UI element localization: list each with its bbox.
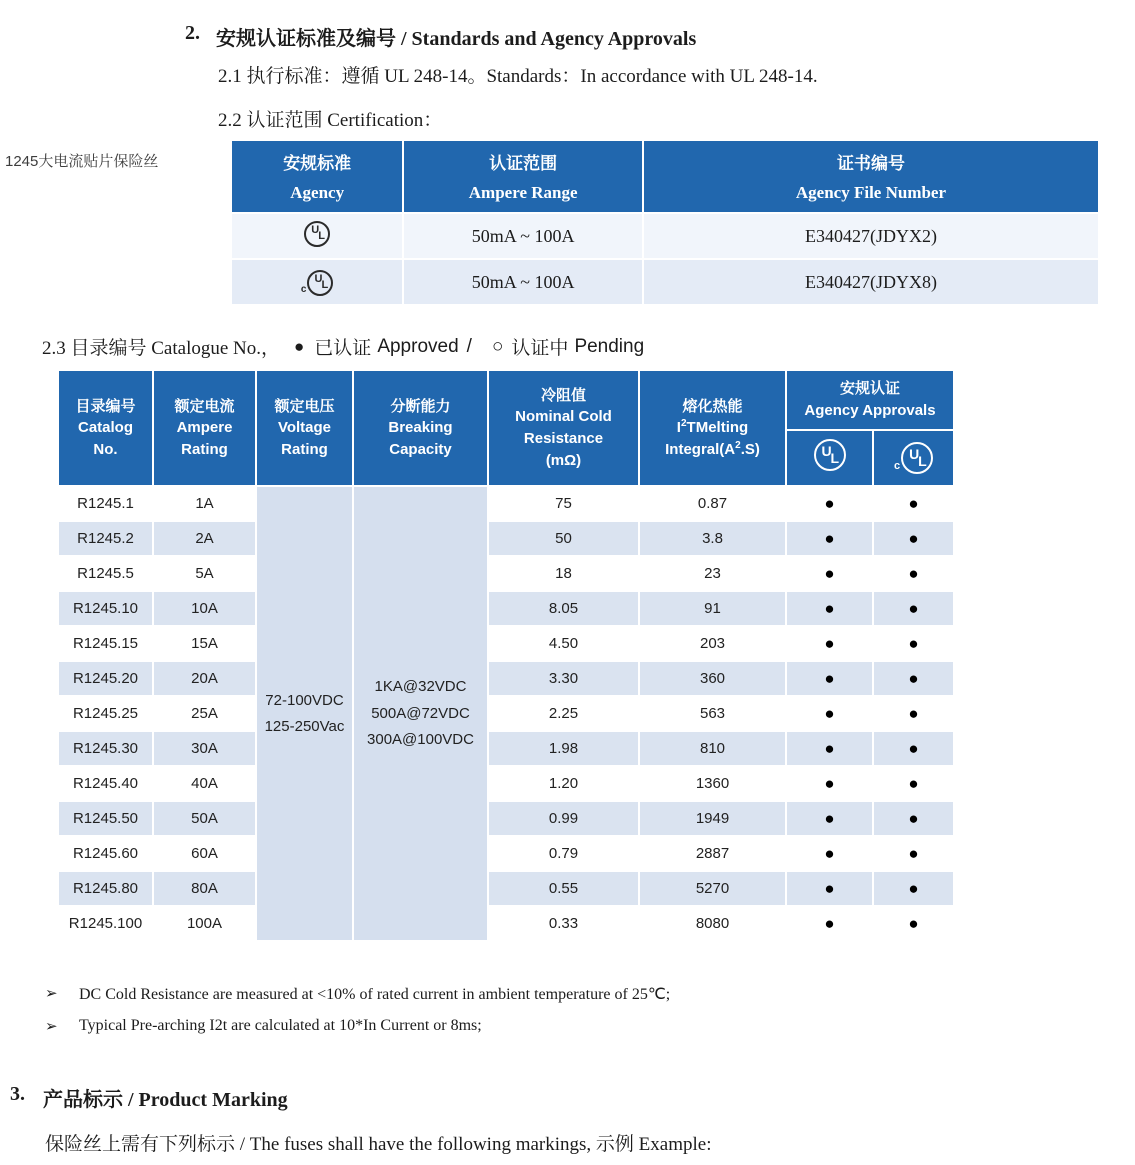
ampere-rating-cell: 10A	[154, 592, 255, 625]
section-3-heading	[10, 1083, 288, 1112]
catalog-no-cell: R1245.15	[59, 627, 152, 660]
header-i2t-melting: 熔化热能 $I^2TMelting$ $Integral(A^2.S)$	[640, 371, 785, 485]
header-catalog-no: 目录编号 Catalog No.	[59, 371, 152, 485]
cold-resistance-cell: 8.05	[489, 592, 638, 625]
section-2-number: 2.	[185, 22, 200, 44]
file-number-cell: E340427(JDYX2)	[644, 214, 1098, 258]
cert-header-file-number: 证书编号 Agency File Number	[644, 141, 1098, 212]
table-row	[59, 487, 953, 520]
cul-approval-dot: ●	[874, 767, 953, 800]
note-text: Typical Pre-arching I2t are calculated at 10*In Current or 8ms;	[79, 1017, 482, 1034]
catalog-no-cell: R1245.50	[59, 802, 152, 835]
cold-resistance-cell: 18	[489, 557, 638, 590]
cul-approval-dot: ●	[874, 907, 953, 940]
cold-resistance-cell: 1.98	[489, 732, 638, 765]
i2t-cell: 1360	[640, 767, 785, 800]
ul-approval-dot: ●	[787, 627, 872, 660]
table-row	[59, 557, 953, 590]
ampere-rating-cell: 60A	[154, 837, 255, 870]
cul-approval-dot: ●	[874, 662, 953, 695]
voltage-rating-cell	[257, 487, 352, 940]
ul-approval-dot: ●	[787, 522, 872, 555]
approved-en-label: Approved	[377, 335, 459, 357]
cert-header-agency: 安规标准 Agency	[232, 141, 402, 212]
breaking-capacity-line: 1KA@32VDC	[374, 678, 467, 696]
ampere-rating-cell: 5A	[154, 557, 255, 590]
catalog-no-cell: R1245.5	[59, 557, 152, 590]
approved-dot-icon: ●	[294, 336, 305, 356]
catalog-no-cell: R1245.10	[59, 592, 152, 625]
i2t-cell: 8080	[640, 907, 785, 940]
cold-resistance-cell: 0.79	[489, 837, 638, 870]
header-cul-column	[874, 431, 953, 486]
i2t-cell: 91	[640, 592, 785, 625]
cold-resistance-cell: 2.25	[489, 697, 638, 730]
agency-cell	[232, 214, 402, 258]
catalog-no-cell: R1245.100	[59, 907, 152, 940]
header-cold-resistance: 冷阻值 Nominal Cold Resistance (mΩ)	[489, 371, 638, 485]
table-row	[59, 732, 953, 765]
pending-en-label: Pending	[574, 335, 645, 357]
section-2-title: 安规认证标准及编号 / Standards and Agency Approvals	[216, 28, 697, 50]
ampere-rating-cell: 15A	[154, 627, 255, 660]
i2t-cell: 203	[640, 627, 785, 660]
cul-approval-dot: ●	[874, 557, 953, 590]
ampere-rating-cell: 100A	[154, 907, 255, 940]
table-row	[59, 662, 953, 695]
section-3-text: 保险丝上需有下列标示 / The fuses shall have the following markings, 示例 Example:	[45, 1134, 712, 1155]
cold-resistance-cell: 75	[489, 487, 638, 520]
cul-approval-dot: ●	[874, 732, 953, 765]
table-row	[59, 697, 953, 730]
cul-approval-dot: ●	[874, 487, 953, 520]
catalog-no-cell: R1245.2	[59, 522, 152, 555]
ampere-rating-cell: 2A	[154, 522, 255, 555]
ampere-rating-cell: 20A	[154, 662, 255, 695]
cold-resistance-cell: 3.30	[489, 662, 638, 695]
cold-resistance-cell: 50	[489, 522, 638, 555]
ul-approval-dot: ●	[787, 487, 872, 520]
cul-approval-dot: ●	[874, 627, 953, 660]
header-agency-approvals: 安规认证 Agency Approvals	[787, 371, 953, 429]
header-ul-column	[787, 431, 872, 486]
table-row	[59, 522, 953, 555]
breaking-capacity-line: 500A@72VDC	[371, 704, 470, 722]
ul-approval-dot: ●	[787, 697, 872, 730]
table-row	[59, 907, 953, 940]
voltage-rating-line: 72-100VDC	[265, 691, 344, 709]
i2t-cell: 5270	[640, 872, 785, 905]
i2t-cell: 810	[640, 732, 785, 765]
ampere-rating-cell: 25A	[154, 697, 255, 730]
i2t-cell: 1949	[640, 802, 785, 835]
breaking-capacity-cell	[354, 487, 487, 940]
ul-approval-dot: ●	[787, 662, 872, 695]
cert-table-row	[232, 214, 1098, 258]
cul-logo-icon: c U L	[894, 442, 933, 474]
ul-approval-dot: ●	[787, 732, 872, 765]
ampere-rating-cell: 1A	[154, 487, 255, 520]
cold-resistance-cell: 0.55	[489, 872, 638, 905]
certification-table	[230, 139, 1100, 306]
ul-approval-dot: ●	[787, 872, 872, 905]
cul-approval-dot: ●	[874, 872, 953, 905]
table-row	[59, 767, 953, 800]
margin-note: 1245大电流贴片保险丝	[5, 153, 159, 170]
arrow-bullet-icon: ➢	[45, 986, 58, 1002]
header-voltage-rating: 额定电压 Voltage Rating	[257, 371, 352, 485]
pending-circle-icon: ○	[491, 335, 504, 357]
ampere-range-cell: 50mA ~ 100A	[404, 214, 642, 258]
header-ampere-rating: 额定电流 Ampere Rating	[154, 371, 255, 485]
pending-cn-label: 认证中	[511, 338, 569, 359]
ampere-rating-cell: 50A	[154, 802, 255, 835]
ul-approval-dot: ●	[787, 592, 872, 625]
table-row	[59, 627, 953, 660]
cold-resistance-cell: 0.99	[489, 802, 638, 835]
i2t-cell: 23	[640, 557, 785, 590]
cul-approval-dot: ●	[874, 697, 953, 730]
section-2-1-text: 2.1 执行标准：遵循 UL 248-14。Standards：In accordance with UL 248-14.	[218, 66, 818, 87]
catalog-header-row-1	[59, 371, 953, 429]
header-breaking-capacity: 分断能力 Breaking Capacity	[354, 371, 487, 485]
catalog-table-body	[59, 487, 953, 940]
cold-resistance-cell: 0.33	[489, 907, 638, 940]
cert-header-ampere-range: 认证范围 Ampere Range	[404, 141, 642, 212]
note-cold-resistance	[45, 984, 670, 1004]
note-text: DC Cold Resistance are measured at <10% of rated current in ambient temperature of 25℃;	[79, 986, 671, 1003]
section-3-number: 3.	[10, 1083, 25, 1105]
catalogue-no-label: 2.3 目录编号 Catalogue No.，	[42, 338, 281, 359]
cert-table-row	[232, 260, 1098, 304]
catalog-no-cell: R1245.20	[59, 662, 152, 695]
breaking-capacity-line: 300A@100VDC	[367, 730, 474, 748]
section-2-2-text: 2.2 认证范围 Certification：	[218, 110, 443, 131]
i2t-cell: 563	[640, 697, 785, 730]
cul-approval-dot: ●	[874, 522, 953, 555]
agency-cell	[232, 260, 402, 304]
ampere-range-cell: 50mA ~ 100A	[404, 260, 642, 304]
cold-resistance-cell: 1.20	[489, 767, 638, 800]
catalog-no-cell: R1245.1	[59, 487, 152, 520]
ul-approval-dot: ●	[787, 907, 872, 940]
table-row	[59, 872, 953, 905]
catalog-no-cell: R1245.40	[59, 767, 152, 800]
arrow-bullet-icon: ➢	[45, 1019, 58, 1035]
catalog-no-cell: R1245.60	[59, 837, 152, 870]
legend-separator: /	[466, 335, 472, 357]
ul-approval-dot: ●	[787, 767, 872, 800]
catalog-no-cell: R1245.25	[59, 697, 152, 730]
cul-logo-icon: c U L	[301, 270, 334, 296]
ampere-rating-cell: 40A	[154, 767, 255, 800]
section-2-3-text	[42, 333, 644, 360]
i2t-cell: 0.87	[640, 487, 785, 520]
note-prearching	[45, 1017, 482, 1036]
catalog-no-cell: R1245.80	[59, 872, 152, 905]
table-row	[59, 802, 953, 835]
table-row	[59, 837, 953, 870]
section-2-heading	[185, 22, 696, 51]
ul-approval-dot: ●	[787, 802, 872, 835]
catalog-table	[57, 369, 955, 942]
ul-approval-dot: ●	[787, 837, 872, 870]
cold-resistance-cell: 4.50	[489, 627, 638, 660]
approved-cn-label: 已认证	[314, 338, 372, 359]
ul-logo-icon: U L	[814, 439, 846, 471]
cul-approval-dot: ●	[874, 837, 953, 870]
file-number-cell: E340427(JDYX8)	[644, 260, 1098, 304]
i2t-cell: 3.8	[640, 522, 785, 555]
table-row	[59, 592, 953, 625]
cert-table-header-row	[232, 141, 1098, 212]
ampere-rating-cell: 30A	[154, 732, 255, 765]
ampere-rating-cell: 80A	[154, 872, 255, 905]
section-3-title: 产品标示 / Product Marking	[43, 1089, 288, 1111]
ul-logo-icon: U L	[304, 221, 330, 247]
i2t-cell: 360	[640, 662, 785, 695]
ul-approval-dot: ●	[787, 557, 872, 590]
voltage-rating-line: 125-250Vac	[264, 717, 345, 735]
cul-approval-dot: ●	[874, 592, 953, 625]
i2t-cell: 2887	[640, 837, 785, 870]
cul-approval-dot: ●	[874, 802, 953, 835]
catalog-no-cell: R1245.30	[59, 732, 152, 765]
